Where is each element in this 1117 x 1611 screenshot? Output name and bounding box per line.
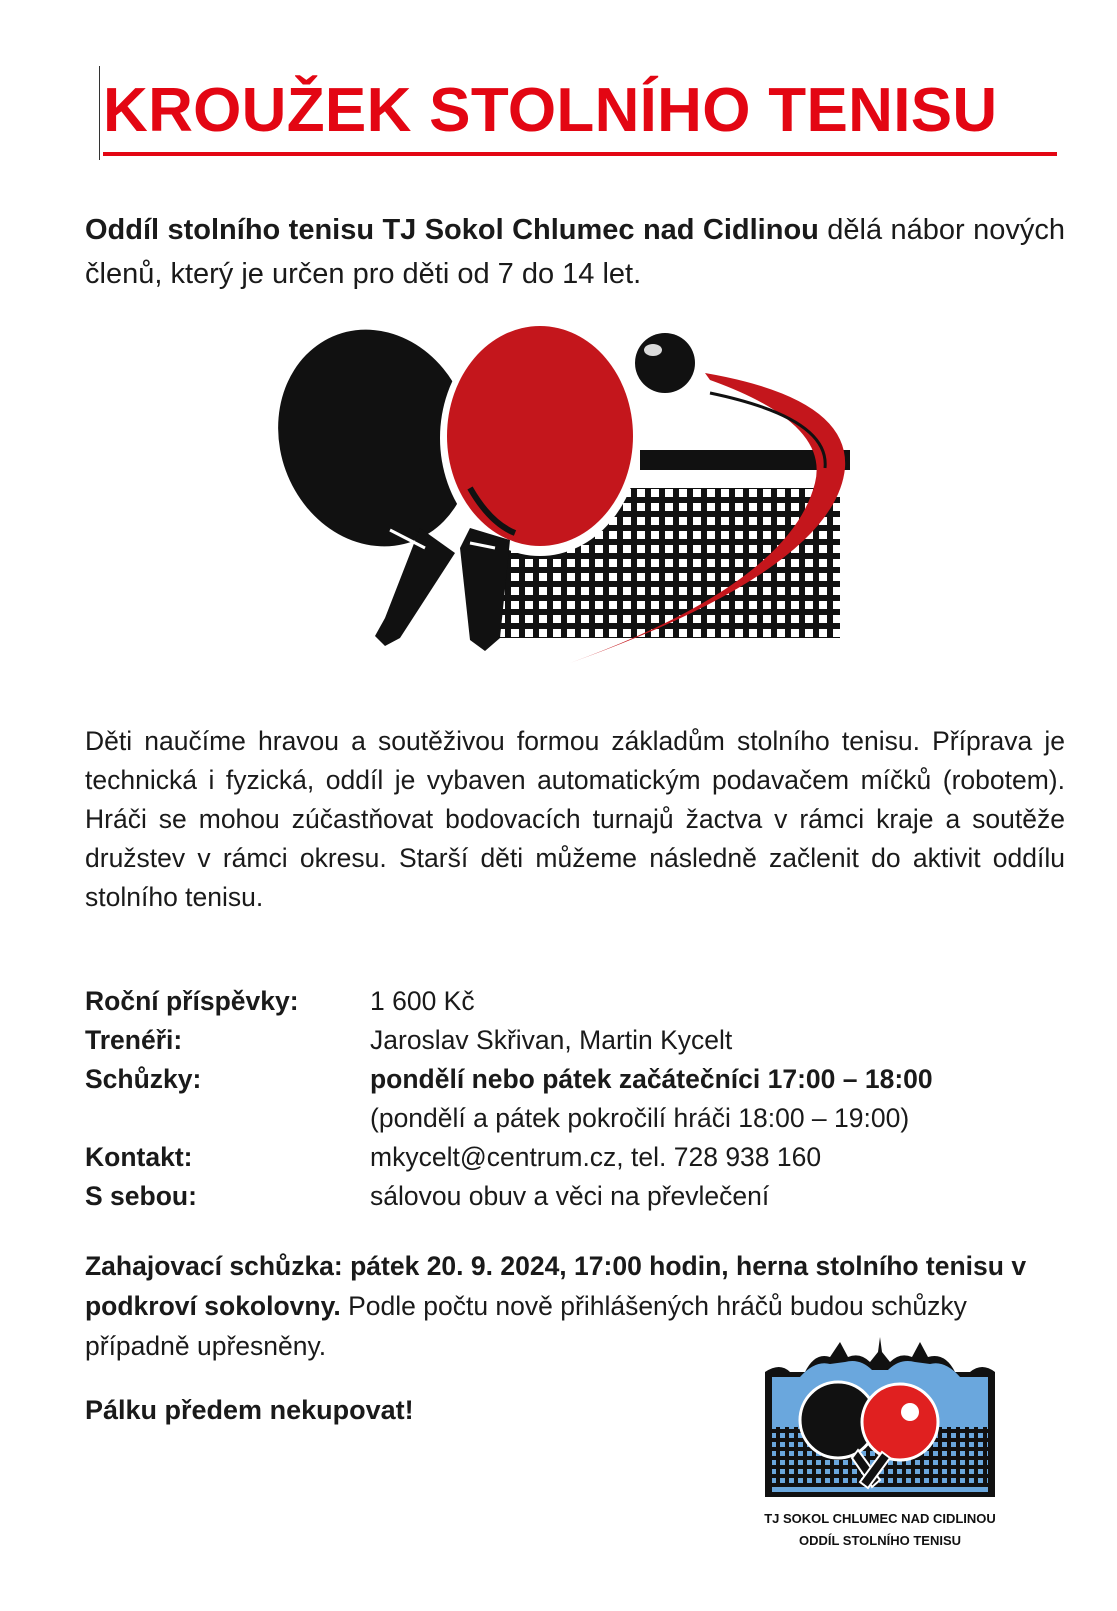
info-row-meetings-advanced bbox=[85, 1099, 1065, 1138]
text-cursor-bar bbox=[99, 66, 100, 160]
info-row-meetings bbox=[85, 1060, 1065, 1099]
club-ball-icon bbox=[901, 1403, 919, 1421]
table-tennis-logo bbox=[270, 318, 880, 688]
description-paragraph: Děti naučíme hravou a soutěživou formou základům stolního tenisu. Příprava je technická i fyzická, oddíl je vybaven automatickým podavačem míčků (robotem). Hráči se mohou zúčastňovat bodovacích turnajů žactva v rámci kraje a soutěže družstev v rámci okresu. Starší děti můžeme následně začlenit do aktivit oddílu stolního tenisu. bbox=[85, 726, 1065, 912]
title-underline bbox=[103, 152, 1057, 156]
club-name-line1: TJ SOKOL CHLUMEC NAD CIDLINOU bbox=[764, 1511, 996, 1526]
bring-value: sálovou obuv a věci na převlečení bbox=[370, 1181, 770, 1211]
info-row-bring bbox=[85, 1177, 1065, 1216]
fee-label: Roční příspěvky: bbox=[85, 986, 299, 1016]
info-row-contact bbox=[85, 1138, 1065, 1177]
opening-meeting-bold: Zahajovací schůzka: pátek 20. 9. 2024, 17:00 hodin, herna stolního tenisu v podkroví sokolovny. bbox=[85, 1251, 1027, 1321]
contact-label: Kontakt: bbox=[85, 1142, 193, 1172]
intro-paragraph bbox=[85, 208, 1065, 296]
bring-label: S sebou: bbox=[85, 1181, 197, 1211]
meetings-value: pondělí nebo pátek začátečníci 17:00 – 18:00 bbox=[370, 1064, 933, 1094]
warning-text: Pálku předem nekupovat! bbox=[85, 1395, 414, 1425]
intro-club-name: Oddíl stolního tenisu TJ Sokol Chlumec nad Cidlinou bbox=[85, 214, 819, 246]
club-red-paddle-icon bbox=[862, 1384, 938, 1460]
page-title: KROUŽEK STOLNÍHO TENISU bbox=[103, 76, 998, 145]
club-name bbox=[725, 1508, 1035, 1552]
info-row-coaches bbox=[85, 1021, 1065, 1060]
club-logo bbox=[760, 1332, 1000, 1502]
coaches-value: Jaroslav Skřivan, Martin Kycelt bbox=[370, 1025, 733, 1055]
meetings-label: Schůzky: bbox=[85, 1064, 202, 1094]
meetings-value-advanced: (pondělí a pátek pokročilí hráči 18:00 – 19:00) bbox=[370, 1103, 910, 1133]
coaches-label: Trenéři: bbox=[85, 1025, 183, 1055]
title-block bbox=[99, 66, 1059, 160]
contact-value: mkycelt@centrum.cz, tel. 728 938 160 bbox=[370, 1142, 822, 1172]
info-table bbox=[85, 982, 1065, 1216]
ball-icon bbox=[635, 333, 695, 393]
fee-value: 1 600 Kč bbox=[370, 986, 475, 1016]
intro-rest: dělá nábor nových členů, který je určen pro děti od 7 do 14 let. bbox=[85, 214, 1065, 290]
opening-meeting-rest: Podle počtu nově přihlášených hráčů budou schůzky případně upřesněny. bbox=[85, 1291, 967, 1361]
info-row-fee bbox=[85, 982, 1065, 1021]
club-name-line2: ODDÍL STOLNÍHO TENISU bbox=[798, 1533, 962, 1548]
